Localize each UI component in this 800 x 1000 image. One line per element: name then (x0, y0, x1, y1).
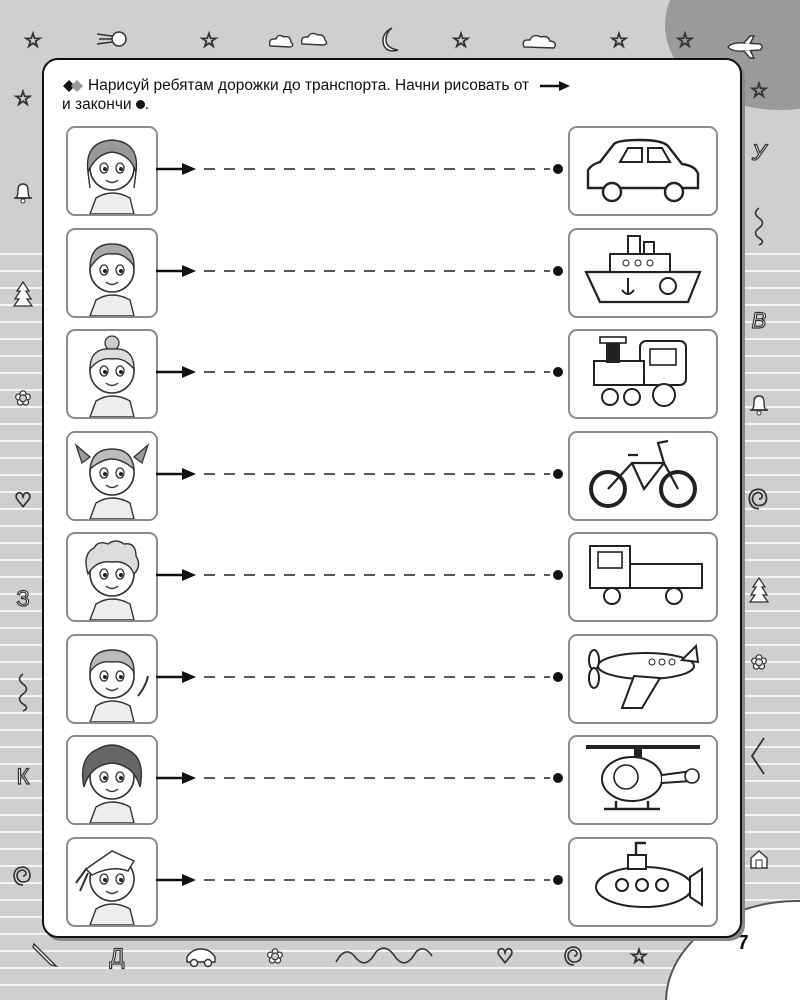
vehicle-card-helicopter (568, 735, 718, 825)
locomotive-icon (570, 331, 716, 417)
star-icon: ☆ (610, 28, 628, 52)
start-arrow-icon (539, 80, 571, 92)
match-row (66, 126, 718, 216)
match-row (66, 634, 718, 724)
star-icon: ☆ (24, 28, 42, 52)
squiggle-icon (750, 206, 768, 246)
start-arrowhead (182, 163, 196, 175)
plane-doodle-icon (722, 34, 766, 60)
vehicle-card-plane (568, 634, 718, 724)
ship-icon (570, 230, 716, 316)
tree-icon (12, 280, 34, 310)
letter-ze-icon: З (16, 586, 30, 611)
letter-de-icon: Д (109, 944, 125, 969)
path-track[interactable] (156, 362, 570, 387)
vehicle-card-car (568, 126, 718, 216)
truck-icon (570, 534, 716, 620)
child-illustration (68, 128, 156, 214)
task-instruction (62, 76, 712, 114)
child-card-boy-short-hair (66, 228, 158, 318)
end-dot (553, 875, 563, 885)
vehicle-card-submarine (568, 837, 718, 927)
zigzag-icon (748, 736, 768, 776)
instruction-line-1 (62, 76, 712, 95)
start-arrowhead (182, 772, 196, 784)
start-arrowhead (182, 265, 196, 277)
path-track[interactable] (156, 464, 570, 489)
end-dot (553, 773, 563, 783)
end-dot-icon (136, 100, 145, 109)
end-dot (553, 672, 563, 682)
heart-icon: ♡ (14, 488, 32, 512)
pencil-icon (30, 940, 60, 970)
instruction-text-2: и закончи (62, 96, 132, 113)
child-illustration (68, 737, 156, 823)
bell-icon (12, 180, 34, 204)
vehicle-card-bicycle (568, 431, 718, 521)
clouds-icon (266, 30, 330, 50)
wave-icon (334, 942, 434, 972)
start-arrowhead (182, 671, 196, 683)
match-row (66, 532, 718, 622)
squiggle-icon (14, 672, 32, 712)
star-icon: ☆ (200, 28, 218, 52)
path-track[interactable] (156, 565, 570, 590)
child-card-girl-with-bob (66, 126, 158, 216)
comet-icon (95, 28, 129, 50)
bell-icon (748, 392, 770, 416)
letter-u-icon: У (751, 140, 767, 165)
path-track[interactable] (156, 667, 570, 692)
start-arrowhead (182, 569, 196, 581)
car-icon (570, 128, 716, 214)
child-card-girl-with-bun (66, 329, 158, 419)
submarine-icon (570, 839, 716, 925)
match-row (66, 329, 718, 419)
spiral-icon (562, 944, 586, 968)
page-number: 7 (737, 932, 749, 954)
child-illustration (68, 839, 156, 925)
child-card-boy-sailor-cap (66, 837, 158, 927)
start-arrowhead (182, 366, 196, 378)
star-icon: ☆ (452, 28, 470, 52)
path-track[interactable] (156, 768, 570, 793)
flower-icon: ✿ (266, 944, 284, 968)
moon-icon (376, 26, 402, 54)
path-track[interactable] (156, 261, 570, 286)
match-row (66, 837, 718, 927)
vehicle-card-ship (568, 228, 718, 318)
start-arrowhead (182, 874, 196, 886)
end-dot (553, 164, 563, 174)
letter-ve-icon: В (751, 308, 767, 333)
child-illustration (68, 433, 156, 519)
star-icon: ☆ (630, 944, 648, 968)
path-track[interactable] (156, 870, 570, 895)
child-illustration (68, 534, 156, 620)
match-row (66, 228, 718, 318)
child-card-girl-pigtails (66, 431, 158, 521)
house-icon (748, 848, 770, 870)
flower-icon: ✿ (14, 386, 32, 410)
vehicle-card-truck (568, 532, 718, 622)
instruction-line-2: и закончи . (62, 96, 149, 113)
match-row (66, 431, 718, 521)
letter-ka-icon: К (16, 764, 30, 789)
child-card-boy-curly (66, 532, 158, 622)
match-row (66, 735, 718, 825)
star-icon: ☆ (676, 28, 694, 52)
heart-icon: ♡ (496, 944, 514, 968)
tree-icon (748, 576, 770, 606)
child-card-boy-waving (66, 634, 158, 724)
instruction-text-1: Нарисуй ребятам дорожки до транспорта. Начни рисовать от (88, 77, 530, 94)
child-card-girl-curly-hair (66, 735, 158, 825)
star-icon: ☆ (14, 86, 32, 110)
vehicle-card-locomotive (568, 329, 718, 419)
end-dot (553, 469, 563, 479)
car-doodle-icon (184, 946, 218, 970)
end-dot (553, 266, 563, 276)
star-icon: ☆ (750, 78, 768, 102)
child-illustration (68, 331, 156, 417)
flower-icon: ✿ (750, 650, 768, 674)
child-illustration (68, 230, 156, 316)
path-track[interactable] (156, 159, 570, 184)
helicopter-icon (570, 737, 716, 823)
start-arrowhead (182, 468, 196, 480)
end-dot (553, 367, 563, 377)
spiral-icon (11, 864, 35, 888)
cloud-icon (520, 32, 560, 50)
spiral-icon (746, 486, 772, 512)
plane-icon (570, 636, 716, 722)
bicycle-icon (570, 433, 716, 519)
diamond-bullet-icon (62, 79, 84, 93)
end-dot (553, 570, 563, 580)
child-illustration (68, 636, 156, 722)
